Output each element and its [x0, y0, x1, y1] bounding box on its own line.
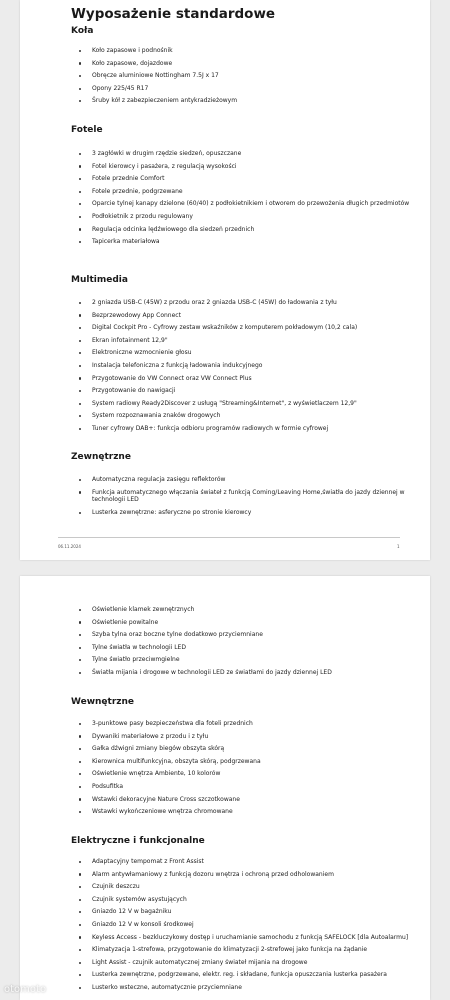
list-item: Fotele przednie, podgrzewane — [71, 188, 416, 196]
list-item: Klimatyzacja 1-strefowa, przygotowanie do klimatyzacji 2-strefowej jako funkcja na żądanie — [71, 946, 416, 954]
list-item: 2 gniazda USB-C (45W) z przodu oraz 2 gniazda USB-C (45W) do ładowania z tyłu — [71, 299, 416, 307]
list-item: Fotel kierowcy i pasażera, z regulacją wysokości — [71, 163, 416, 171]
list-item: Przygotowanie do VW Connect oraz VW Connect Plus — [71, 375, 416, 383]
list-item: Światła mijania i drogowe w technologii LED ze światłami do jazdy dziennej LED — [71, 669, 416, 677]
list-item: Automatyczna regulacja zasięgu reflektorów — [71, 476, 416, 484]
list-wewnetrzne — [71, 720, 416, 821]
section-title-zewnetrzne: Zewnętrzne — [71, 452, 131, 462]
list-item: Szyba tylna oraz boczne tylne dodatkowo przyciemniane — [71, 631, 416, 639]
list-item: Oświetlenie wnętrza Ambiente, 10 kolorów — [71, 770, 416, 778]
document-title: Wyposażenie standardowe — [71, 6, 276, 22]
section-title-elektryczne: Elektryczne i funkcjonalne — [71, 836, 205, 846]
list-item: Gniazdo 12 V w bagażniku — [71, 908, 416, 916]
list-item: Light Assist - czujnik automatycznej zmiany świateł mijania na drogowe — [71, 959, 416, 967]
list-item: Alarm antywłamaniowy z funkcją dozoru wnętrza i ochroną przed odholowaniem — [71, 871, 416, 879]
list-zewnetrzne-continued — [71, 606, 416, 682]
list-item: Oświetlenie powitalne — [71, 619, 416, 627]
list-item: Lusterko wsteczne, automatycznie przyciemniane — [71, 984, 416, 992]
list-item: Instalacja telefoniczna z funkcją ładowania indukcyjnego — [71, 362, 416, 370]
list-item: Fotele przednie Comfort — [71, 175, 416, 183]
section-title-wewnetrzne: Wewnętrzne — [71, 697, 135, 707]
list-item: Elektroniczne wzmocnienie głosu — [71, 349, 416, 357]
list-item: Podłokietnik z przodu regulowany — [71, 213, 416, 221]
list-item: Czujnik systemów asystujących — [71, 896, 416, 904]
list-item: Wstawki wykończeniowe wnętrza chromowane — [71, 808, 416, 816]
list-item: Lusterka zewnętrzne, podgrzewane, elektr. reg. i składane, funkcja opuszczania lusterka pasażera — [71, 971, 416, 979]
list-item: Koło zapasowe i podnośnik — [71, 47, 416, 55]
list-item: Przygotowanie do nawigacji — [71, 387, 416, 395]
list-item: Ekran infotainment 12,9" — [71, 337, 416, 345]
list-multimedia — [71, 299, 416, 438]
list-item: Gniazdo 12 V w konsoli środkowej — [71, 921, 416, 929]
list-item: Tapicerka materiałowa — [71, 238, 416, 246]
list-item: 3 zagłówki w drugim rzędzie siedzeń, opuszczane — [71, 150, 416, 158]
list-item: Tylne światło przeciwmgielne — [71, 656, 416, 664]
list-item: Dywaniki materiałowe z przodu i z tyłu — [71, 733, 416, 741]
section-title-kola: Koła — [71, 26, 94, 36]
list-item: Podsufitka — [71, 783, 416, 791]
list-item: Koło zapasowe, dojazdowe — [71, 60, 416, 68]
footer-date: 06.11.2024 — [58, 544, 81, 549]
list-item: Obręcze aluminiowe Nottingham 7.5J x 17 — [71, 72, 416, 80]
watermark-logo: otomoto — [4, 984, 47, 995]
list-item: Tylne światła w technologii LED — [71, 644, 416, 652]
footer-divider — [58, 537, 400, 538]
list-item: Kierownica multifunkcyjna, obszyta skórą, podgrzewana — [71, 758, 416, 766]
list-item: System rozpoznawania znaków drogowych — [71, 412, 416, 420]
footer-page-number: 1 — [397, 544, 400, 549]
document-page-2 — [20, 576, 430, 1000]
list-item: Lusterka zewnętrzne: asferyczne po stronie kierowcy — [71, 509, 416, 517]
list-item: Wstawki dekoracyjne Nature Cross szczotkowane — [71, 796, 416, 804]
section-title-fotele: Fotele — [71, 125, 103, 135]
list-item: Regulacja odcinka lędźwiowego dla siedzeń przednich — [71, 226, 416, 234]
list-item: Funkcja automatycznego włączania świateł z funkcją Coming/Leaving Home,światła do jazdy dziennej w technologii LED — [71, 489, 416, 505]
list-item: Śruby kół z zabezpieczeniem antykradzieżowym — [71, 97, 416, 105]
list-item: Keyless Access - bezkluczykowy dostęp i uruchamianie samochodu z funkcją SAFELOCK [dla Autoalarmu] — [71, 934, 416, 942]
list-item: Tuner cyfrowy DAB+: funkcja odbioru programów radiowych w formie cyfrowej — [71, 425, 416, 433]
list-item: Gałka dźwigni zmiany biegów obszyta skórą — [71, 745, 416, 753]
list-elektryczne — [71, 858, 416, 997]
list-item: Oparcie tylnej kanapy dzielone (60/40) z podłokietnikiem i otworem do przewożenia długich przedmiotów — [71, 200, 416, 208]
list-item: Opony 225/45 R17 — [71, 85, 416, 93]
list-item: Czujnik deszczu — [71, 883, 416, 891]
list-item: Adaptacyjny tempomat z Front Assist — [71, 858, 416, 866]
list-fotele — [71, 150, 416, 251]
document-page-1 — [20, 0, 430, 560]
list-zewnetrzne — [71, 476, 416, 522]
section-title-multimedia: Multimedia — [71, 275, 128, 285]
list-kola — [71, 47, 416, 110]
list-item: 3-punktowe pasy bezpieczeństwa dla foteli przednich — [71, 720, 416, 728]
list-item: Bezprzewodowy App Connect — [71, 312, 416, 320]
list-item: System radiowy Ready2Discover z usługą "Streaming&Internet", z wyświetlaczem 12,9" — [71, 400, 416, 408]
list-item: Digital Cockpit Pro - Cyfrowy zestaw wskaźników z komputerem pokładowym (10,2 cala) — [71, 324, 416, 332]
list-item: Oświetlenie klamek zewnętrznych — [71, 606, 416, 614]
